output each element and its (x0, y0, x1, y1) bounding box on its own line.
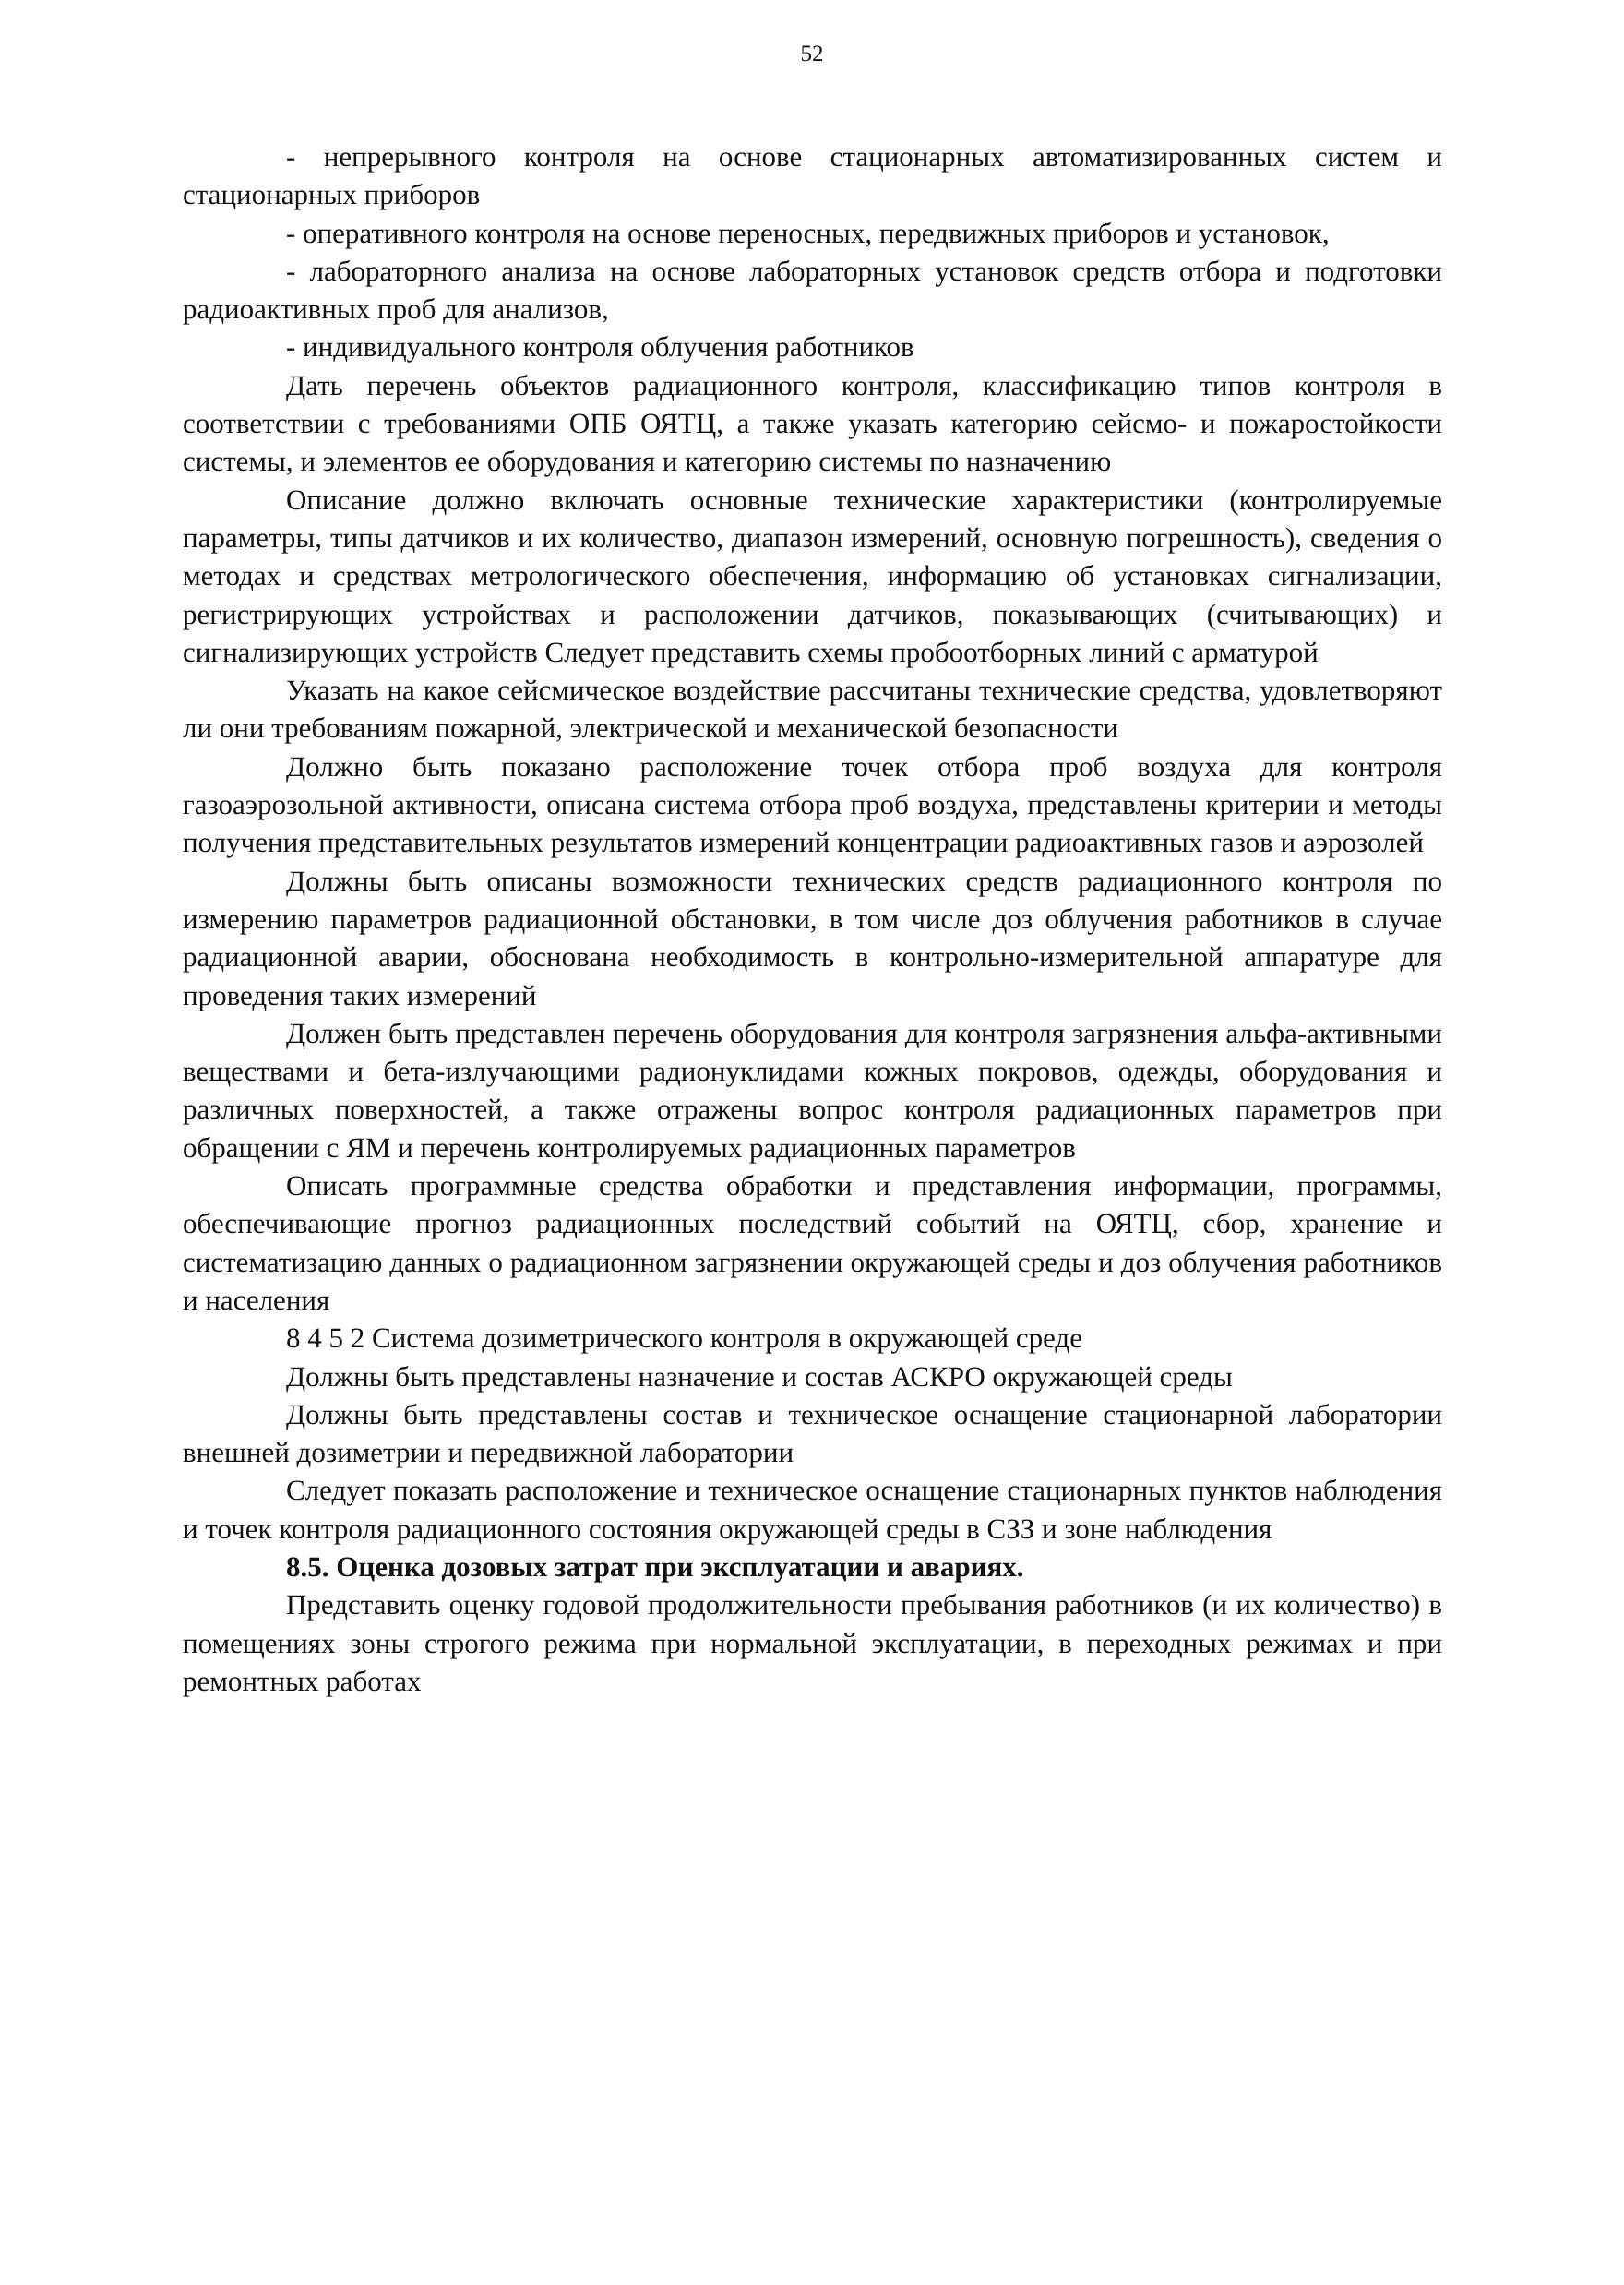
paragraph-7: Указать на какое сейсмическое воздействие рассчитаны технические средства, удовлетворяют ли они требованиям пожарной, электрической и механической безопасности (183, 674, 1442, 745)
page-number: 52 (800, 42, 824, 66)
paragraph-10: Должен быть представлен перечень оборудования для контроля загрязнения альфа-активными веществами и бета-излучающими радионуклидами кожных покровов, одежды, оборудования и различных поверхностей, а также отражены вопрос контроля радиационных параметров при обращении с ЯМ и перечень контролируемых радиационных параметров (183, 1016, 1442, 1164)
section-heading: 8.5. Оценка дозовых затрат при эксплуатации и авариях. (286, 1549, 1024, 1583)
paragraph-15: Следует показать расположение и техническое оснащение стационарных пунктов наблюдения и точек контроля радиационного состояния окружающей среды в СЗЗ и зоне наблюдения (183, 1474, 1442, 1545)
paragraph-14: Должны быть представлены состав и техническое оснащение стационарной лаборатории внешней дозиметрии и передвижной лаборатории (183, 1397, 1442, 1469)
paragraph-5: Дать перечень объектов радиационного контроля, классификацию типов контроля в соответствии с требованиями ОПБ ОЯТЦ, а также указать категорию сейсмо- и пожаростойкости системы, и элементов ее оборудования и категорию системы по назначению (183, 368, 1442, 478)
paragraph-9: Должны быть описаны возможности технических средств радиационного контроля по измерению параметров радиационной обстановки, в том числе доз облучения работников в случае радиационной аварии, обоснована необходимость в контрольно-измерительной аппаратуре для проведения таких измерений (183, 864, 1442, 1011)
paragraph-12: 8 4 5 2 Система дозиметрического контроля в окружающей среде (286, 1322, 1082, 1355)
paragraph-11: Описать программные средства обработки и представления информации, программы, обеспечивающие прогноз радиационных последствий событий на ОЯТЦ, сбор, хранение и систематизацию данных о радиационном загрязнении окружающей среды и доз облучения работников и населения (183, 1169, 1442, 1316)
paragraph-final: Представить оценку годовой продолжительности пребывания работников (и их количество) в помещениях зоны строгого режима при нормальной эксплуатации, в переходных режимах и при ремонтных работах (183, 1588, 1442, 1697)
paragraph-1: - непрерывного контроля на основе стационарных автоматизированных систем и стационарных приборов (183, 140, 1442, 211)
paragraph-8: Должно быть показано расположение точек отбора проб воздуха для контроля газоаэрозольной активности, описана система отбора проб воздуха, представлены критерии и методы получения представительных результатов измерений концентрации радиоактивных газов и аэрозолей (183, 749, 1442, 859)
paragraph-2: - оперативного контроля на основе переносных, передвижных приборов и установок, (286, 216, 1330, 249)
paragraph-4: - индивидуального контроля облучения работников (286, 330, 914, 364)
paragraph-3: - лабораторного анализа на основе лабораторных установок средств отбора и подготовки радиоактивных проб для анализов, (183, 254, 1442, 326)
paragraph-13: Должны быть представлены назначение и состав АСКРО окружающей среды (286, 1359, 1233, 1393)
paragraph-6: Описание должно включать основные технические характеристики (контролируемые параметры, типы датчиков и их количество, диапазон измерений, основную погрешность), сведения о методах и средствах метрологического обеспечения, информацию об установках сигнализации, регистрирующих устройствах и расположении датчиков, показывающих (считывающих) и сигнализирующих устройств Следует представить схемы пробоотборных линий с арматурой (183, 483, 1442, 668)
document-body (183, 138, 1442, 1700)
